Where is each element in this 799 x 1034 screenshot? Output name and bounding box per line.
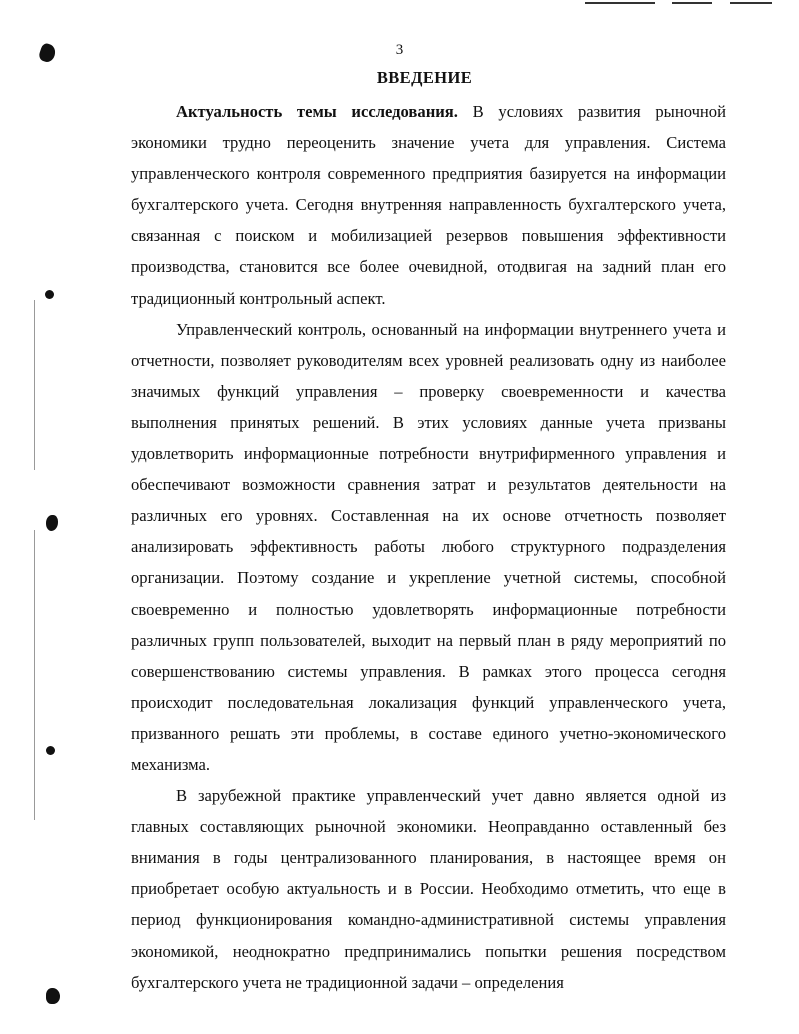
page-number: 3 <box>395 42 404 58</box>
section-heading: ВВЕДЕНИЕ <box>376 68 473 87</box>
binder-hole-mark <box>45 290 54 299</box>
top-edge-mark <box>585 2 655 4</box>
paragraph-bold-lead: Актуальность темы исследования. <box>176 102 458 121</box>
paragraph-text: Управленческий контроль, основанный на информации внутреннего учета и отчетности, позволяет руководителям всех уровней реализовать одну из наиболее значимых функций управления – проверку своевременности и качества выполнения принятых решений. В этих условиях данные учета призваны удовлетворить информационные потребности внутрифирменного управления и обеспечивают возможности сравнения затрат и результатов деятельности на различных его уровнях. Составленная на их основе отчетность позволяет анализировать эффективность работы любого структурного подразделения организации. Поэтому создание и укрепление учетной системы, способной своевременно и полностью удовлетворять информационные потребности различных групп пользователей, выходит на первый план в ряду мероприятий по совершенствованию системы управления. В рамках этого процесса сегодня происходит последовательная локализация функций управленческого учета, призванного решать эти проблемы, в составе единого учетно-экономического механизма. <box>131 319 726 774</box>
paragraph <box>131 96 726 314</box>
binder-hole-mark <box>46 988 60 1004</box>
binder-hole-mark <box>46 746 55 755</box>
top-edge-mark <box>730 2 772 4</box>
paragraph <box>131 780 726 998</box>
body-text <box>131 96 726 998</box>
binding-margin-line <box>34 300 35 470</box>
paragraph-text: В зарубежной практике управленческий учет давно является одной из главных составляющих рыночной экономики. Неоправданно оставленный без внимания в годы централизованного планирования, в настоящее время он приобретает особую актуальность и в России. Необходимо отметить, что еще в период функционирования командно-административной системы управления экономикой, неоднократно предпринимались попытки решения посредством бухгалтерского учета не традиционной задачи – определения <box>131 786 726 992</box>
paragraph <box>131 314 726 780</box>
paragraph-text: В условиях развития рыночной экономики трудно переоценить значение учета для управления. Система управленческого контроля современного предприятия базируется на информации бухгалтерского учета. Сегодня внутренняя направленность бухгалтерского учета, связанная с поиском и мобилизацией резервов повышения эффективности производства, становится все более очевидной, отодвигая на задний план его традиционный контрольный аспект. <box>131 102 726 308</box>
top-edge-mark <box>672 2 712 4</box>
binder-hole-mark <box>46 515 58 531</box>
binding-margin-line <box>34 530 35 820</box>
